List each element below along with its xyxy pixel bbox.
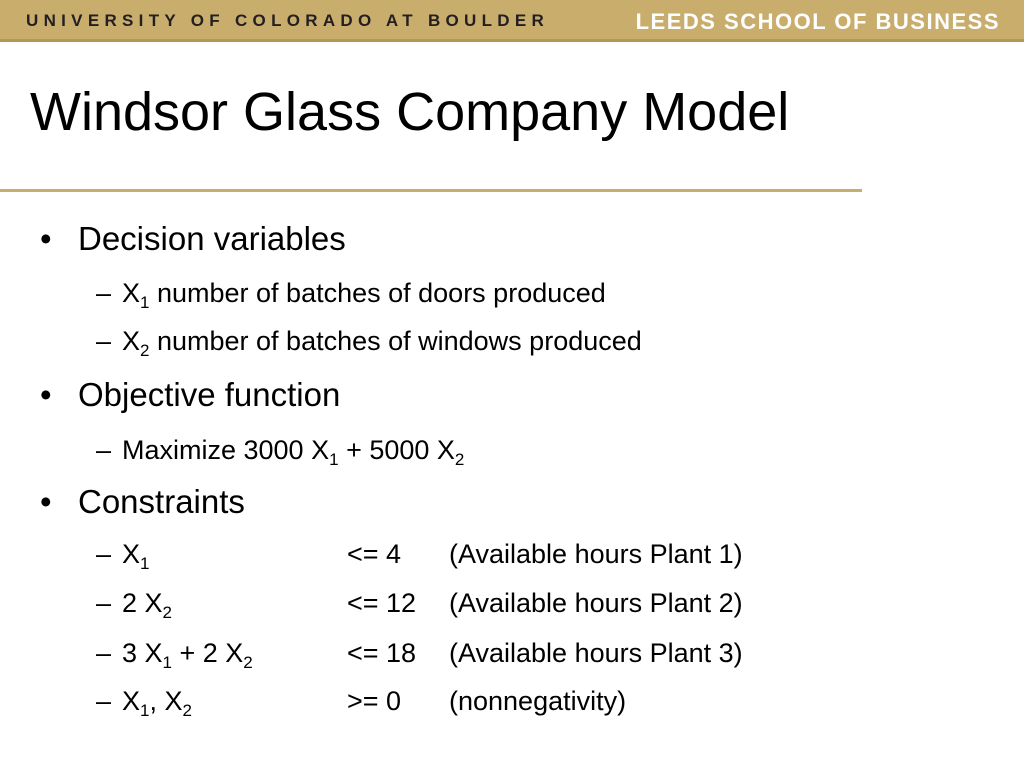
expr-term-a: X xyxy=(122,539,141,569)
constraint-note: (Available hours Plant 3) xyxy=(449,638,743,668)
sub-bullet-objective xyxy=(96,433,464,467)
bullet-decision-variables xyxy=(40,219,346,259)
expr-term-b: + 2 X xyxy=(172,638,244,668)
expr-sub-a: 1 xyxy=(162,653,172,672)
expr-term-a: X xyxy=(122,686,141,716)
expr-term-b: , X xyxy=(149,686,183,716)
constraint-relation: <= 12 xyxy=(347,588,417,618)
expr-term-a: 3 X xyxy=(122,638,163,668)
bullet-icon: • xyxy=(40,376,52,413)
objective-term-1: Maximize 3000 X xyxy=(122,435,330,465)
bullet-text: Decision variables xyxy=(78,220,346,257)
constraint-relation: >= 0 xyxy=(347,686,402,716)
slide-title: Windsor Glass Company Model xyxy=(30,82,790,142)
expr-sub-a: 1 xyxy=(140,554,150,573)
objective-subscript-2: 2 xyxy=(454,450,465,469)
bullet-objective-function xyxy=(40,375,340,415)
bullet-icon: • xyxy=(40,220,52,257)
bullet-constraints xyxy=(40,482,245,522)
constraint-note: (Available hours Plant 2) xyxy=(449,588,743,618)
variable-description: number of batches of windows produced xyxy=(149,326,642,356)
variable-name: X xyxy=(122,326,141,356)
dash-icon: – xyxy=(96,638,112,668)
objective-subscript-1: 1 xyxy=(329,450,339,469)
expr-term-a: 2 X xyxy=(122,588,163,618)
expr-sub-b: 2 xyxy=(182,701,192,720)
constraint-expression xyxy=(122,537,149,571)
expr-sub-b: 2 xyxy=(243,653,253,672)
dash-icon: – xyxy=(96,588,112,618)
variable-subscript: 1 xyxy=(140,293,150,312)
bullet-text: Objective function xyxy=(78,376,341,413)
variable-description: number of batches of doors produced xyxy=(149,278,606,308)
expr-sub-a: 1 xyxy=(140,701,150,720)
constraint-expression xyxy=(122,586,172,620)
sub-bullet-x1-definition xyxy=(96,276,606,310)
objective-term-2: + 5000 X xyxy=(338,435,455,465)
constraint-expression xyxy=(122,636,253,670)
dash-icon: – xyxy=(96,435,112,465)
constraint-relation: <= 18 xyxy=(347,638,417,668)
dash-icon: – xyxy=(96,278,112,308)
constraint-note: (Available hours Plant 1) xyxy=(449,539,743,569)
dash-icon: – xyxy=(96,326,112,356)
constraint-note: (nonnegativity) xyxy=(449,686,627,716)
constraint-relation: <= 4 xyxy=(347,539,402,569)
constraint-expression xyxy=(122,684,192,718)
variable-name: X xyxy=(122,278,141,308)
bullet-icon: • xyxy=(40,483,52,520)
dash-icon: – xyxy=(96,539,112,569)
school-name: LEEDS SCHOOL OF BUSINESS xyxy=(635,9,1000,34)
expr-sub-a: 2 xyxy=(162,603,172,622)
sub-bullet-x2-definition xyxy=(96,324,642,358)
bullet-text: Constraints xyxy=(78,483,245,520)
university-name: UNIVERSITY OF COLORADO AT BOULDER xyxy=(26,11,550,30)
dash-icon: – xyxy=(96,686,112,716)
variable-subscript: 2 xyxy=(140,341,150,360)
